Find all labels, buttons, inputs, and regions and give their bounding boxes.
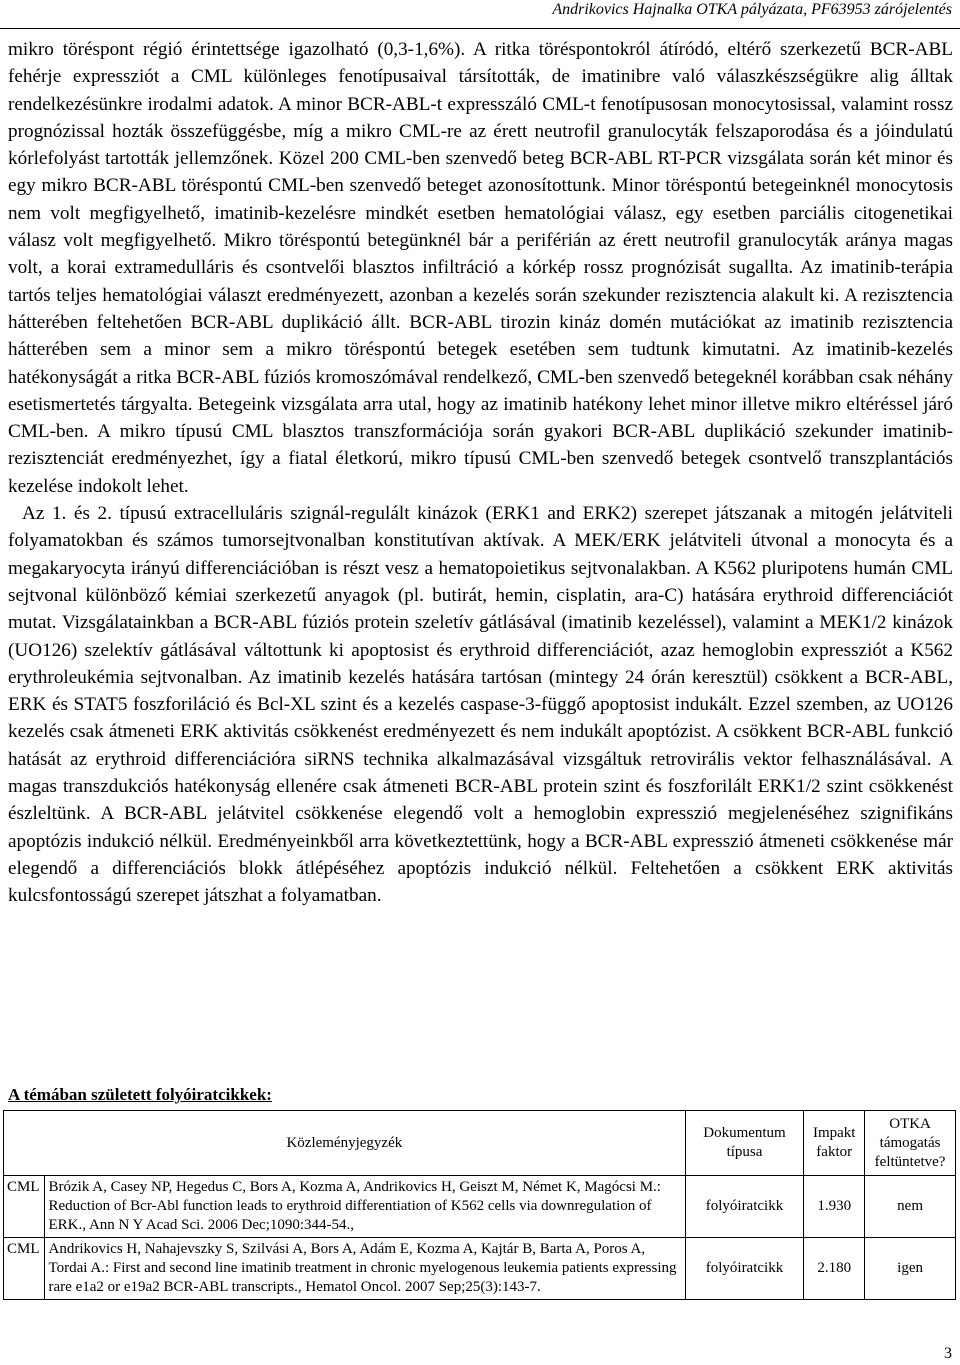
row-citation: Brózik A, Casey NP, Hegedus C, Bors A, Kozma A, Andrikovics H, Geiszt M, Német K, Magócsi M.: Reduction of Bcr-Abl function leads to erythroid differentiation of K562 cells via downregulation of ERK., Ann N Y Acad Sci. 2006 Dec;1090:344-54., xyxy=(44,1176,685,1238)
row-code: CML xyxy=(4,1176,45,1238)
paragraph-1: mikro töréspont régió érintettsége igazolható (0,3-1,6%). A ritka töréspontokról átíródó, eltérő szerkezetű BCR-ABL fehérje expressziót a CML különleges fenotípusaival társították, de imatinibre való válaszkészségükre alig álltak rendelkezésünkre irodalmi adatok. A minor BCR-ABL-t expresszáló CML-t fenotípusosan monocytosissal, valamint rossz prognózissal hozták összefüggésbe, míg a mikro CML-re az érett neutrofil granulocyták felszaporodása és a jóindulatú kórlefolyást tartották jellemzőnek. Közel 200 CML-ben szenvedő beteg BCR-ABL RT-PCR vizsgálata során két minor és egy mikro BCR-ABL töréspontú CML-ben szenvedő beteget azonosítottunk. Minor töréspontú betegeinknél monocytosis nem volt megfigyelhető, imatinib-kezelésre mindkét esetben hematológiai válasz, egy esetben parciális citogenetikai válasz volt megfigyelhető. Mikro töréspontú betegünknél bár a periférián az érett neutrofil granulocyták aránya magas volt, a korai extramedulláris és csontvelői blasztos infiltráció a kórkép rossz prognózisát sugallta. Az imatinib-terápia tartós teljes hematológiai választ eredményezett, azonban a kezelés során szekunder rezisztencia alakult ki. A rezisztencia hátterében feltehetően BCR-ABL duplikáció állt. BCR-ABL tirozin kináz domén mutációkat az imatinib rezisztencia hátterében sem a minor sem a mikro töréspontú betegek esetében sem tudtunk kimutatni. Az imatinib-kezelés hatékonyságát a ritka BCR-ABL fúziós kromoszómával rendelkező, CML-ben szenvedő betegeknél korábban csak néhány esetismertetés tárgyalta. Betegeink vizsgálata arra utal, hogy az imatinib hatékony lehet minor illetve mikro eltéréssel járó CML-ben. A mikro típusú CML blasztos transzformációja során gyakori BCR-ABL duplikáció szekunder imatinib-rezisztenciát eredményezhet, így a fiatal életkorú, mikro típusú CML-ben szenvedő betegek csontvelő transzplantációs kezelése indokolt lehet. xyxy=(8,39,953,497)
row-code: CML xyxy=(4,1238,45,1300)
table-header-row xyxy=(4,1111,956,1176)
row-impact: 2.180 xyxy=(804,1238,865,1300)
table-row xyxy=(4,1176,956,1238)
publications-section-title: A témában született folyóiratcikkek: xyxy=(8,1085,272,1104)
row-doc-type: folyóiratcikk xyxy=(685,1238,804,1300)
running-header: Andrikovics Hajnalka OTKA pályázata, PF63953 zárójelentés xyxy=(552,1,952,18)
page-number: 3 xyxy=(944,1345,952,1362)
table-row xyxy=(4,1238,956,1300)
header-rule xyxy=(0,28,960,29)
row-otka: igen xyxy=(865,1238,956,1300)
row-impact: 1.930 xyxy=(804,1176,865,1238)
row-otka: nem xyxy=(865,1176,956,1238)
paragraph-2: Az 1. és 2. típusú extracelluláris szignál-regulált kinázok (ERK1 and ERK2) szerepet játszanak a mitogén jelátviteli folyamatokban és számos tumorsejtvonalban konstitutívan aktívak. A MEK/ERK jelátviteli útvonal a monocyta és a megakaryocyta irányú differenciációban is részt vesz a hematopoietikus sejtvonalakban. A K562 pluripotens humán CML sejtvonal különböző kémiai szerkezetű anyagok (pl. butirát, hemin, cisplatin, ara-C) hatására erythroid differenciációt mutat. Vizsgálatainkban a BCR-ABL fúziós protein szeletív gátlásával (imatinib kezeléssel), valamint a MEK1/2 kinázok (UO126) szelektív gátlásával váltottunk ki apoptosist és erythroid differenciációt, azaz hemoglobin expressziót a K562 erythroleukémia sejtvonalban. Az imatinib kezelés hatására tartósan (mintegy 24 órán keresztül) csökkent a BCR-ABL, ERK és STAT5 foszforiláció és Bcl-XL szint és a kezelés caspase-3-függő apoptosist indukált. Ezzel szemben, az UO126 kezelés csak átmeneti ERK aktivitás csökkenést eredményezett és nem indukált apoptózist. A csökkent BCR-ABL funkció hatását az erythroid differenciációra siRNS technika alkalmazásával vizsgáltuk retrovirális vektor felhasználásával. A magas transzdukciós hatékonyság ellenére csak átmeneti BCR-ABL protein szint és foszforilált ERK1/2 szint csökkenést észleltünk. A BCR-ABL jelátvitel csökkenése elegendő volt a hemoglobin expresszió megjelenéséhez szignifikáns apoptózis indukció nélkül. Eredményeinkből arra következtettünk, hogy a BCR-ABL expresszió átmeneti csökkenése már elegendő a differenciációs blokk átlépéséhez apoptózis indukció nélkül. Feltehetően a csökkent ERK aktivitás kulcsfontosságú szerepet játszhat a folyamatban. xyxy=(8,503,953,907)
row-citation: Andrikovics H, Nahajevszky S, Szilvási A, Bors A, Adám E, Kozma A, Kajtár B, Barta A, Poros A, Tordai A.: First and second line imatinib treatment in chronic myelogenous leukemia patients expressing rare e1a2 or e19a2 BCR-ABL transcripts., Hematol Oncol. 2007 Sep;25(3):143-7. xyxy=(44,1238,685,1300)
column-header-doc-type: Dokumentum típusa xyxy=(685,1111,804,1176)
publications-table xyxy=(3,1110,956,1300)
column-header-citation: Közleményjegyzék xyxy=(4,1111,686,1176)
column-header-impact: Impakt faktor xyxy=(804,1111,865,1176)
column-header-otka: OTKA támogatás feltüntetve? xyxy=(865,1111,956,1176)
body-text xyxy=(8,36,953,910)
row-doc-type: folyóiratcikk xyxy=(685,1176,804,1238)
